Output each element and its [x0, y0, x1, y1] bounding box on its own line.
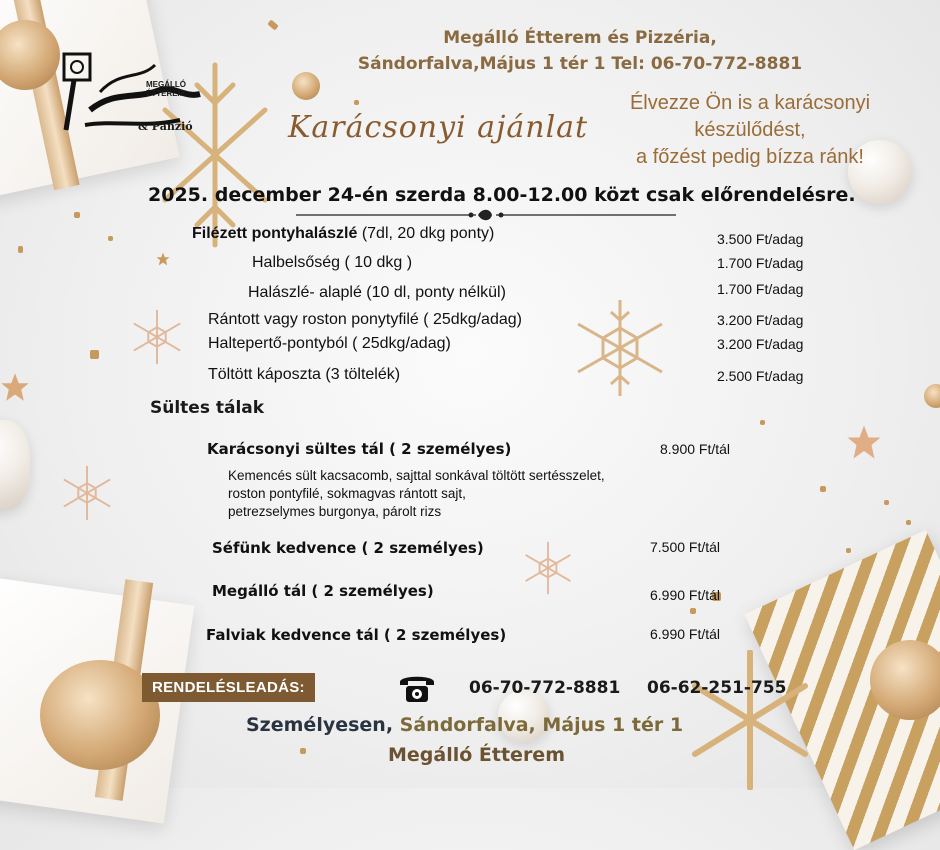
in-person-word: Személyesen, — [246, 714, 394, 736]
menu-item-price: 3.200 Ft/adag — [717, 312, 804, 328]
star-icon — [846, 424, 882, 460]
menu-item-name: Halbelsőség ( 10 dkg ) — [252, 254, 413, 271]
menu-item — [252, 254, 412, 272]
platter-price: 7.500 Ft/tál — [650, 539, 721, 555]
platter-price: 8.900 Ft/tál — [660, 441, 731, 457]
snowflake-icon — [520, 540, 576, 596]
section-heading: Sültes tálak — [150, 398, 265, 418]
ornament-icon — [0, 420, 30, 510]
description-line: petrezselymes burgonya, párolt rizs — [228, 504, 442, 519]
menu-item — [208, 335, 451, 353]
logo — [60, 50, 210, 140]
snowflake-icon — [128, 308, 186, 366]
platter-name: Séfünk kedvence ( 2 személyes) — [212, 539, 484, 557]
in-person-line — [246, 714, 683, 736]
logo-brand: MEGÁLLÓ ÉTTEREM — [146, 80, 186, 98]
bow-icon — [870, 640, 940, 720]
star-icon — [0, 372, 30, 402]
description-line: Kemencés sült kacsacomb, sajttal sonkával töltött sertésszelet, — [228, 468, 605, 483]
order-phone-2: 06-62-251-755 — [647, 678, 787, 698]
tagline — [590, 90, 910, 171]
ornament-icon — [924, 384, 940, 408]
menu-item-name-bold: Filézett pontyhalászlé — [192, 225, 358, 242]
menu-item-price: 3.200 Ft/adag — [717, 336, 804, 352]
platter-price: 6.990 Ft/tál — [650, 626, 721, 642]
menu-item-price: 1.700 Ft/adag — [717, 281, 804, 297]
menu-item-name: Haltepertő-pontyból ( 25dkg/adag) — [208, 335, 451, 352]
platter-name: Megálló tál ( 2 személyes) — [212, 582, 434, 600]
description-line: roston pontyfilé, sokmagvas rántott sajt, — [228, 486, 466, 501]
snowflake-icon — [690, 650, 810, 790]
snowflake-icon — [570, 298, 670, 398]
platter-name: Karácsonyi sültes tál ( 2 személyes) — [207, 440, 512, 458]
logo-subtext: & Panzió — [138, 120, 193, 133]
ornamental-divider — [296, 206, 676, 224]
tagline-line: a főzést pedig bízza ránk! — [636, 146, 864, 168]
menu-item-price: 2.500 Ft/adag — [717, 368, 804, 384]
tagline-line: készülődést, — [694, 119, 806, 141]
in-person-place: Sándorfalva, Május 1 tér 1 — [399, 714, 684, 736]
menu-item-price: 1.700 Ft/adag — [717, 255, 804, 271]
menu-item-name: (7dl, 20 dkg ponty) — [357, 225, 495, 242]
order-phone-1: 06-70-772-8881 — [469, 678, 621, 698]
date-line: 2025. december 24-én szerda 8.00-12.00 közt csak előrendelésre. — [148, 184, 856, 206]
ornament-icon — [292, 72, 320, 100]
star-icon — [156, 252, 170, 266]
restaurant-footer-name: Megálló Étterem — [388, 744, 565, 766]
menu-item-name: Rántott vagy roston ponytyfilé ( 25dkg/adag) — [208, 311, 522, 328]
platter-description — [228, 467, 605, 521]
order-label: RENDELÉSLEADÁS: — [142, 673, 315, 702]
menu-item — [248, 284, 506, 302]
platter-price: 6.990 Ft/tál — [650, 587, 721, 603]
address-line: Sándorfalva,Május 1 tér 1 Tel: 06-70-772-8881 — [357, 54, 803, 74]
menu-item-name: Halászlé- alaplé (10 dl, ponty nélkül) — [248, 284, 506, 301]
snowflake-icon — [58, 464, 116, 522]
menu-item — [208, 311, 522, 329]
restaurant-name: Megálló Étterem és Pizzéria, — [443, 28, 717, 48]
menu-item-price: 3.500 Ft/adag — [717, 231, 804, 247]
menu-item — [192, 225, 494, 243]
tagline-line: Élvezze Ön is a karácsonyi — [629, 92, 871, 114]
phone-icon — [398, 672, 436, 704]
platter-name: Falviak kedvence tál ( 2 személyes) — [206, 626, 507, 644]
menu-item — [208, 366, 400, 384]
menu-item-name: Töltött káposzta (3 töltelék) — [208, 366, 401, 383]
title-script: Karácsonyi ajánlat — [288, 110, 589, 145]
